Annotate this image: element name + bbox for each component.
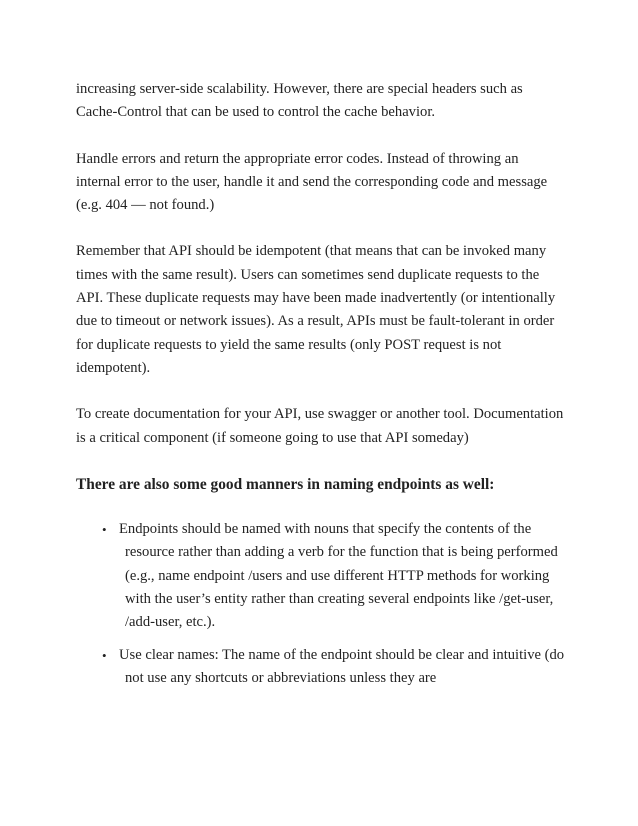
bullet-icon: • [102, 647, 107, 663]
list-item [76, 518, 566, 634]
bullet-list [76, 518, 566, 690]
paragraph-error-handling: Handle errors and return the appropriate error codes. Instead of throwing an internal error to the user, handle it and send the corresponding code and message (e.g. 404 — not found.) [76, 150, 548, 214]
paragraph-documentation: To create documentation for your API, use swagger or another tool. Documentation is a critical component (if someone going to use that API someday) [76, 406, 564, 446]
paragraph-cache-control: increasing server-side scalability. However, there are special headers such as Cache-Control that can be used to control the cache behavior. [76, 81, 523, 121]
section-heading: There are also some good manners in naming endpoints as well: [76, 475, 495, 493]
document-body [76, 78, 566, 699]
list-item-text: Endpoints should be named with nouns that specify the contents of the resource rather than adding a verb for the function that is being performed (e.g., name endpoint /users and use different HTTP methods for working with the user’s entity rather than creating several endpoints like /get-user, /add-user, etc.). [119, 521, 558, 631]
list-item [76, 644, 566, 691]
paragraph-idempotency: Remember that API should be idempotent (that means that can be invoked many times with the same result). Users can sometimes send duplicate requests to the API. These duplicate requests may have been made inadvertently (or intentionally due to timeout or network issues). As a result, APIs must be fault-tolerant in order for duplicate requests to yield the same results (only POST request is not idempotent). [76, 243, 556, 376]
list-item-text: Use clear names: The name of the endpoint should be clear and intuitive (do not use any shortcuts or abbreviations unless they are [119, 646, 565, 686]
bullet-icon: • [102, 522, 107, 538]
